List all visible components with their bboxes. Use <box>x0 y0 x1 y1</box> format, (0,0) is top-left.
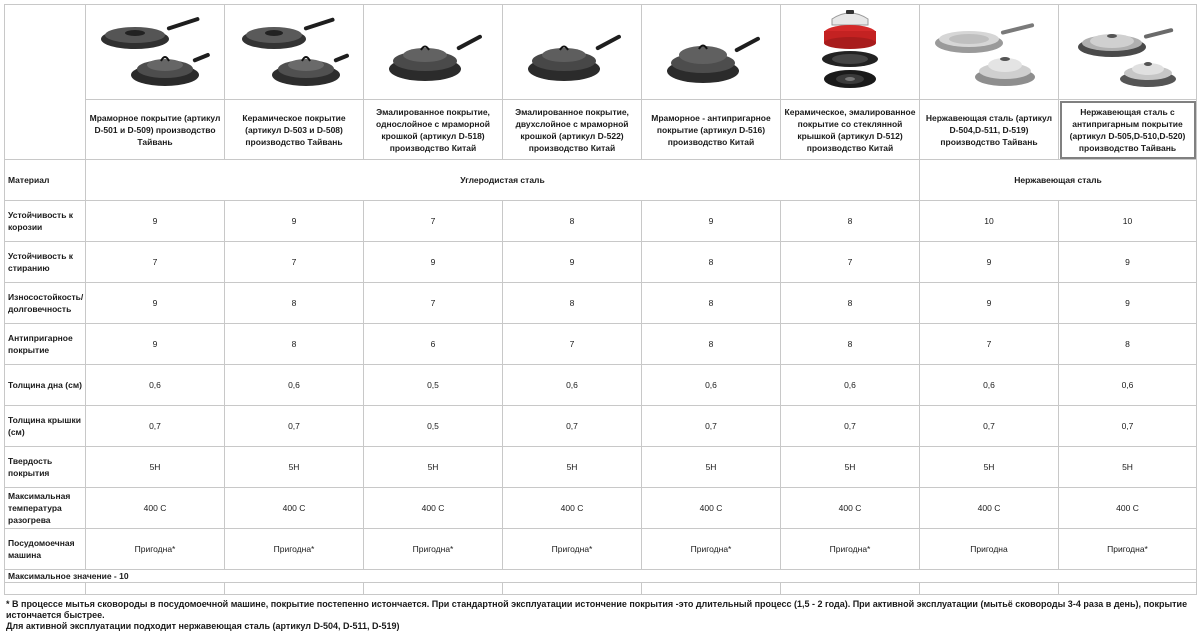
table-cell: 8 <box>781 324 920 365</box>
product-image-3 <box>364 5 503 100</box>
table-cell: 400 C <box>781 488 920 529</box>
row-label-material: Материал <box>5 160 86 201</box>
row-label: Толщина крышки (см) <box>5 406 86 447</box>
table-cell: 7 <box>503 324 642 365</box>
table-cell: 9 <box>1059 242 1197 283</box>
table-row <box>5 242 1197 283</box>
table-cell: 9 <box>503 242 642 283</box>
row-label: Посудомоечная машина <box>5 529 86 570</box>
table-cell: 8 <box>225 324 364 365</box>
product-name-8-selected-cell[interactable]: Нержавеющая сталь с антипригарным покрытие (артикул D-505,D-510,D-520) производство Тайвань <box>1059 100 1197 160</box>
spacer-cell <box>781 583 920 595</box>
table-row <box>5 201 1197 242</box>
table-cell: 8 <box>503 283 642 324</box>
table-cell: 400 C <box>86 488 225 529</box>
table-cell: 9 <box>1059 283 1197 324</box>
product-image-6 <box>781 5 920 100</box>
table-cell: 0,5 <box>364 406 503 447</box>
table-cell: 9 <box>86 283 225 324</box>
table-row <box>5 447 1197 488</box>
comparison-table <box>4 4 1197 595</box>
table-cell: 400 C <box>920 488 1059 529</box>
table-cell: Пригодна* <box>503 529 642 570</box>
table-cell: 0,6 <box>503 365 642 406</box>
table-cell: 400 C <box>503 488 642 529</box>
table-cell: 7 <box>364 283 503 324</box>
table-cell: 5H <box>225 447 364 488</box>
table-cell: 5H <box>920 447 1059 488</box>
product-image-2 <box>225 5 364 100</box>
table-cell: 8 <box>642 324 781 365</box>
table-cell: 0,6 <box>781 365 920 406</box>
product-image-8 <box>1059 5 1197 100</box>
table-cell: 0,7 <box>642 406 781 447</box>
table-cell: 8 <box>642 283 781 324</box>
dark-pan-pair-icon <box>234 9 354 95</box>
table-cell: 0,5 <box>364 365 503 406</box>
table-cell: 0,7 <box>503 406 642 447</box>
table-cell: 0,7 <box>86 406 225 447</box>
table-cell: 7 <box>364 201 503 242</box>
product-name-4: Эмалированное покрытие, двухслойное с мраморной крошкой (артикул D-522) производство Китай <box>503 100 642 160</box>
footnote <box>6 599 1196 632</box>
table-row <box>5 406 1197 447</box>
material-row <box>5 160 1197 201</box>
table-cell: 400 C <box>642 488 781 529</box>
material-group-carbon-steel: Углеродистая сталь <box>86 160 920 201</box>
data-rows <box>5 201 1197 570</box>
product-image-row <box>5 5 1197 100</box>
table-cell: 5H <box>86 447 225 488</box>
table-cell: 7 <box>86 242 225 283</box>
product-image-5 <box>642 5 781 100</box>
table-cell: 9 <box>920 242 1059 283</box>
product-name-1: Мраморное покрытие (артикул D-501 и D-509) производство Тайвань <box>86 100 225 160</box>
spacer-cell <box>5 583 86 595</box>
table-row <box>5 324 1197 365</box>
table-cell: 7 <box>781 242 920 283</box>
red-pan-stack-icon <box>790 7 910 97</box>
table-cell: Пригодна* <box>364 529 503 570</box>
material-group-stainless-steel: Нержавеющая сталь <box>920 160 1197 201</box>
table-cell: 5H <box>503 447 642 488</box>
table-cell: 10 <box>1059 201 1197 242</box>
table-cell: 0,6 <box>920 365 1059 406</box>
table-cell: 9 <box>86 201 225 242</box>
row-label: Устойчивость к корозии <box>5 201 86 242</box>
table-cell: 9 <box>364 242 503 283</box>
product-image-1 <box>86 5 225 100</box>
table-cell: 9 <box>642 201 781 242</box>
table-cell: 0,7 <box>225 406 364 447</box>
spacer-cell <box>86 583 225 595</box>
product-image-4 <box>503 5 642 100</box>
product-name-5: Мраморное - антипригарное покрытие (артикул D-516) производство Китай <box>642 100 781 160</box>
dark-pan-icon <box>651 9 771 95</box>
table-cell: Пригодна* <box>1059 529 1197 570</box>
spacer-cell <box>364 583 503 595</box>
table-cell: 6 <box>364 324 503 365</box>
footnote-line-2: Для активной эксплуатации подходит нержавеющая сталь (артикул D-504, D-511, D-519) <box>6 621 400 631</box>
table-cell: Пригодна* <box>781 529 920 570</box>
max-value-note: Максимальное значение - 10 <box>5 570 1197 583</box>
row-label: Максимальная температура разогрева <box>5 488 86 529</box>
row-label: Толщина дна (см) <box>5 365 86 406</box>
table-cell: 8 <box>781 283 920 324</box>
table-cell: 5H <box>364 447 503 488</box>
product-name-row <box>5 100 1197 160</box>
spacer-cell <box>503 583 642 595</box>
table-cell: Пригодна* <box>642 529 781 570</box>
table-cell: 9 <box>920 283 1059 324</box>
dark-pan-icon <box>512 9 632 95</box>
steel-pan-pair-icon <box>929 9 1049 95</box>
table-cell: 10 <box>920 201 1059 242</box>
table-row <box>5 529 1197 570</box>
table-cell: Пригодна <box>920 529 1059 570</box>
table-row <box>5 283 1197 324</box>
spacer-cell <box>642 583 781 595</box>
table-cell: 0,7 <box>781 406 920 447</box>
table-cell: 5H <box>1059 447 1197 488</box>
max-note-row <box>5 570 1197 583</box>
dark-pan-pair-icon <box>95 9 215 95</box>
row-label: Устойчивость к стиранию <box>5 242 86 283</box>
table-cell: 0,6 <box>86 365 225 406</box>
table-cell: 0,6 <box>1059 365 1197 406</box>
table-cell: 8 <box>503 201 642 242</box>
table-cell: 8 <box>225 283 364 324</box>
table-row <box>5 488 1197 529</box>
table-cell: 400 C <box>364 488 503 529</box>
product-image-7 <box>920 5 1059 100</box>
table-cell: 8 <box>1059 324 1197 365</box>
table-cell: 8 <box>642 242 781 283</box>
table-cell: Пригодна* <box>86 529 225 570</box>
table-cell: 8 <box>781 201 920 242</box>
row-label: Антипригарное покрытие <box>5 324 86 365</box>
spacer-cell <box>225 583 364 595</box>
dark-pan-icon <box>373 9 493 95</box>
table-cell: 5H <box>781 447 920 488</box>
table-cell: 9 <box>86 324 225 365</box>
table-row <box>5 365 1197 406</box>
row-label: Твердость покрытия <box>5 447 86 488</box>
table-cell: 9 <box>225 201 364 242</box>
table-cell: 0,7 <box>1059 406 1197 447</box>
product-name-6: Керамическое, эмалированное покрытие со стеклянной крышкой (артикул D-512) производство Китай <box>781 100 920 160</box>
table-cell: 400 C <box>1059 488 1197 529</box>
steel-pan-pair-icon <box>1068 9 1188 95</box>
table-cell: Пригодна* <box>225 529 364 570</box>
product-name-7: Нержавеющая сталь (артикул D-504,D-511, D-519) производство Тайвань <box>920 100 1059 160</box>
spacer-row <box>5 583 1197 595</box>
table-cell: 5H <box>642 447 781 488</box>
footnote-line-1: * В процессе мытья сковороды в посудомоечной машине, покрытие постепенно истончается. При стандартной эксплуатации истончение покрытия -это длительный процесс (1,5 - 2 года). При активной эксплуатации (мытьё сковороды 3-4 раза в день), покрытие истончается быстрее. <box>6 599 1188 620</box>
table-cell: 0,6 <box>225 365 364 406</box>
table-cell: 0,7 <box>920 406 1059 447</box>
table-cell: 0,6 <box>642 365 781 406</box>
table-cell: 400 C <box>225 488 364 529</box>
corner-cell <box>5 5 86 160</box>
table-cell: 7 <box>920 324 1059 365</box>
row-label: Износостойкость/ долговечность <box>5 283 86 324</box>
product-name-3: Эмалированное покрытие, однослойное с мраморной крошкой (артикул D-518) производство Китай <box>364 100 503 160</box>
spacer-cell <box>920 583 1059 595</box>
product-name-2: Керамическое покрытие (артикул D-503 и D-508) производство Тайвань <box>225 100 364 160</box>
spacer-cell <box>1059 583 1197 595</box>
table-cell: 7 <box>225 242 364 283</box>
